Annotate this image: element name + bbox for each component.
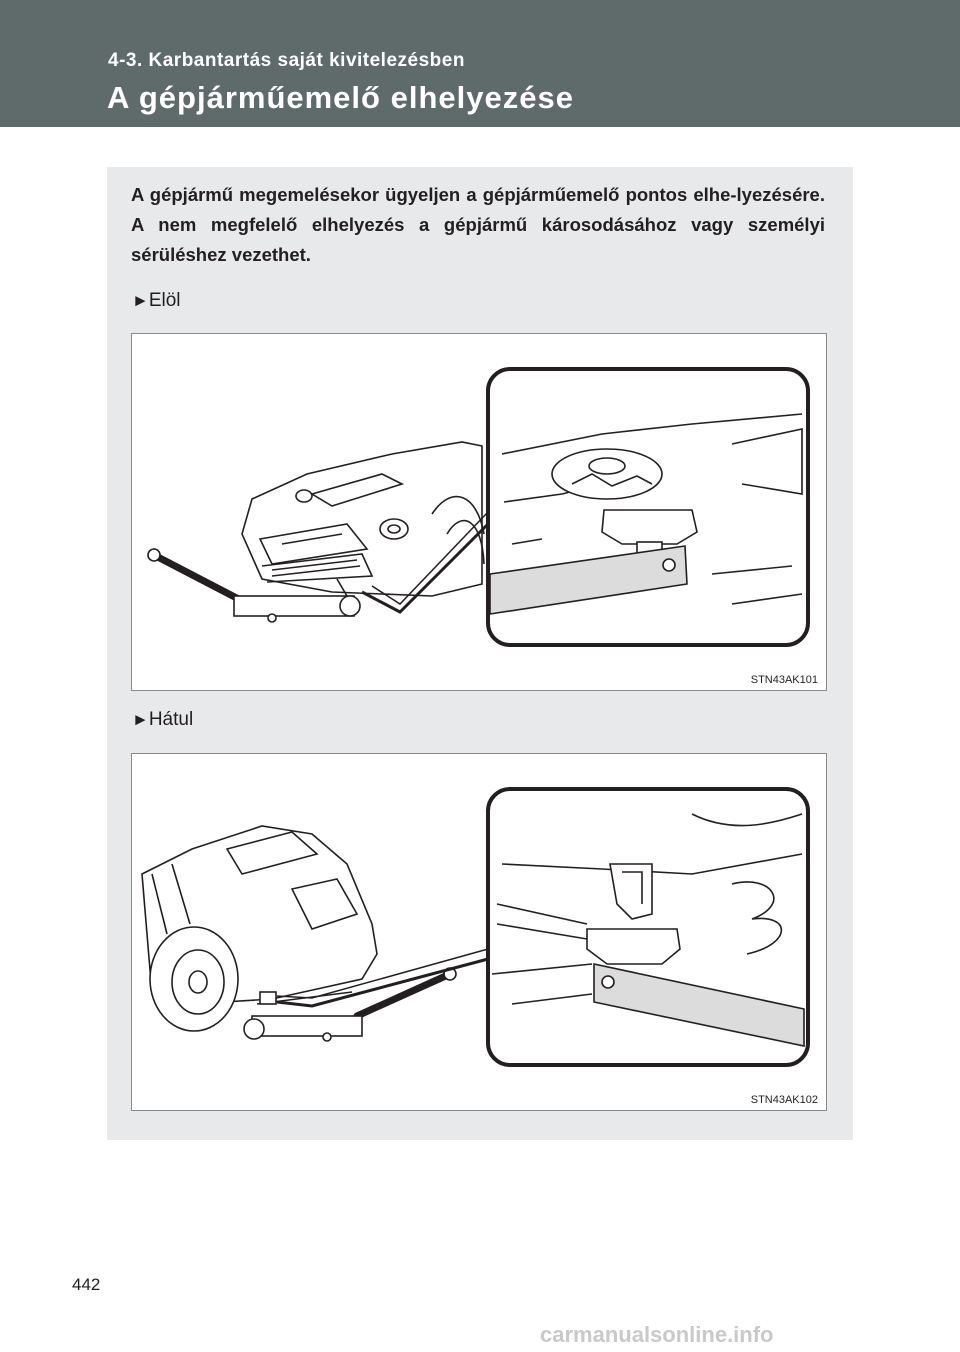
- rear-jack-illustration: [131, 753, 827, 1111]
- front-label: Elöl: [148, 290, 181, 311]
- watermark: carmanualsonline.info: [540, 1322, 774, 1347]
- arrow-right-icon: ►: [132, 710, 149, 729]
- rear-heading: [132, 709, 193, 731]
- chapter-header: [0, 0, 960, 127]
- front-jack-illustration: [131, 333, 827, 691]
- page-number: 442: [72, 1275, 101, 1294]
- figure-code: STN43AK101: [750, 674, 818, 686]
- figure-code: STN43AK102: [750, 1094, 818, 1106]
- section-label: 4-3. Karbantartás saját kivitelezésben: [108, 50, 465, 71]
- rear-label: Hátul: [148, 709, 194, 730]
- intro-text: A gépjármű megemelésekor ügyeljen a gépjárműemelő pontos elhe-lyezésére. A nem megfelelő elhelyezés a gépjármű károsodásához vagy személyi sérüléshez vezethet.: [131, 184, 825, 265]
- page-title: A gépjárműemelő elhelyezése: [107, 80, 574, 115]
- front-heading: [132, 290, 181, 312]
- arrow-right-icon: ►: [132, 291, 149, 310]
